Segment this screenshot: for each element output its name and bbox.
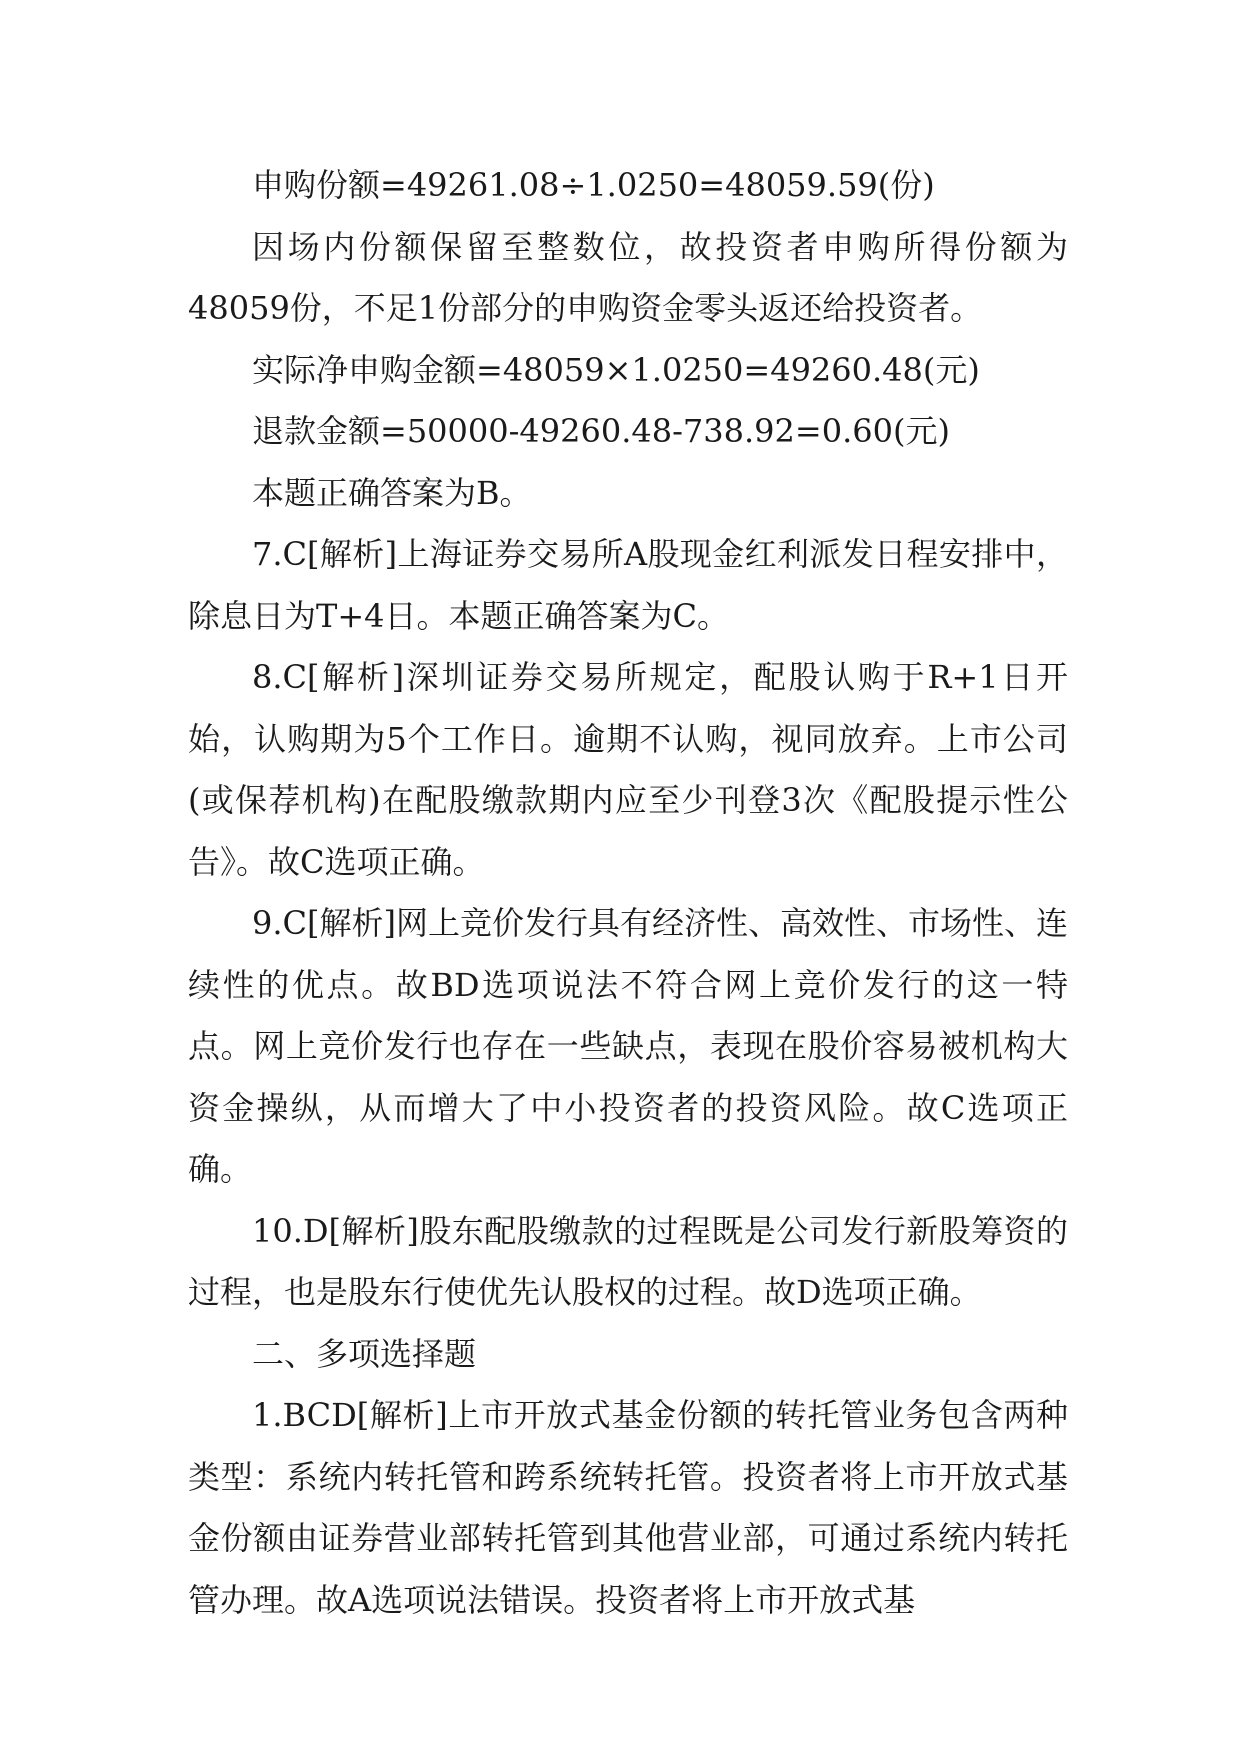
paragraph-answer-7: 7.C[解析]上海证券交易所A股现金红利派发日程安排中，除息日为T+4日。本题正确答案为C。 [188,535,1068,635]
section-heading-multiple-choice: 二、多项选择题 [252,1334,477,1373]
paragraph-refund-amount: 退款金额=50000-49260.48-738.92=0.60(元) [252,412,950,450]
paragraph-multi-answer-1: 1.BCD[解析]上市开放式基金份额的转托管业务包含两种类型：系统内转托管和跨系统转托管。投资者将上市开放式基金份额由证券营业部转托管到其他营业部，可通过系统内转托管办理。故A选项说法错误。投资者将上市开放式基 [188,1396,1068,1619]
paragraph-subscription-shares: 申购份额=49261.08÷1.0250=48059.59(份) [252,166,935,204]
paragraph-share-rounding: 因场内份额保留至整数位，故投资者申购所得份额为48059份，不足1份部分的申购资金零头返还给投资者。 [188,227,1068,327]
paragraph-answer-b: 本题正确答案为B。 [252,473,532,512]
paragraph-answer-9: 9.C[解析]网上竞价发行具有经济性、高效性、市场性、连续性的优点。故BD选项说法不符合网上竞价发行的这一特点。网上竞价发行也存在一些缺点，表现在股价容易被机构大资金操纵，从而增大了中小投资者的投资风险。故C选项正确。 [188,904,1068,1188]
paragraph-answer-8: 8.C[解析]深圳证券交易所规定，配股认购于R+1日开始，认购期为5个工作日。逾期不认购，视同放弃。上市公司(或保荐机构)在配股缴款期内应至少刊登3次《配股提示性公告》。故C选项正确。 [188,658,1068,881]
paragraph-answer-10: 10.D[解析]股东配股缴款的过程既是公司发行新股筹资的过程，也是股东行使优先认股权的过程。故D选项正确。 [188,1211,1068,1311]
paragraph-net-subscription-amount: 实际净申购金额=48059×1.0250=49260.48(元) [252,350,980,389]
document-body [188,155,1068,1631]
